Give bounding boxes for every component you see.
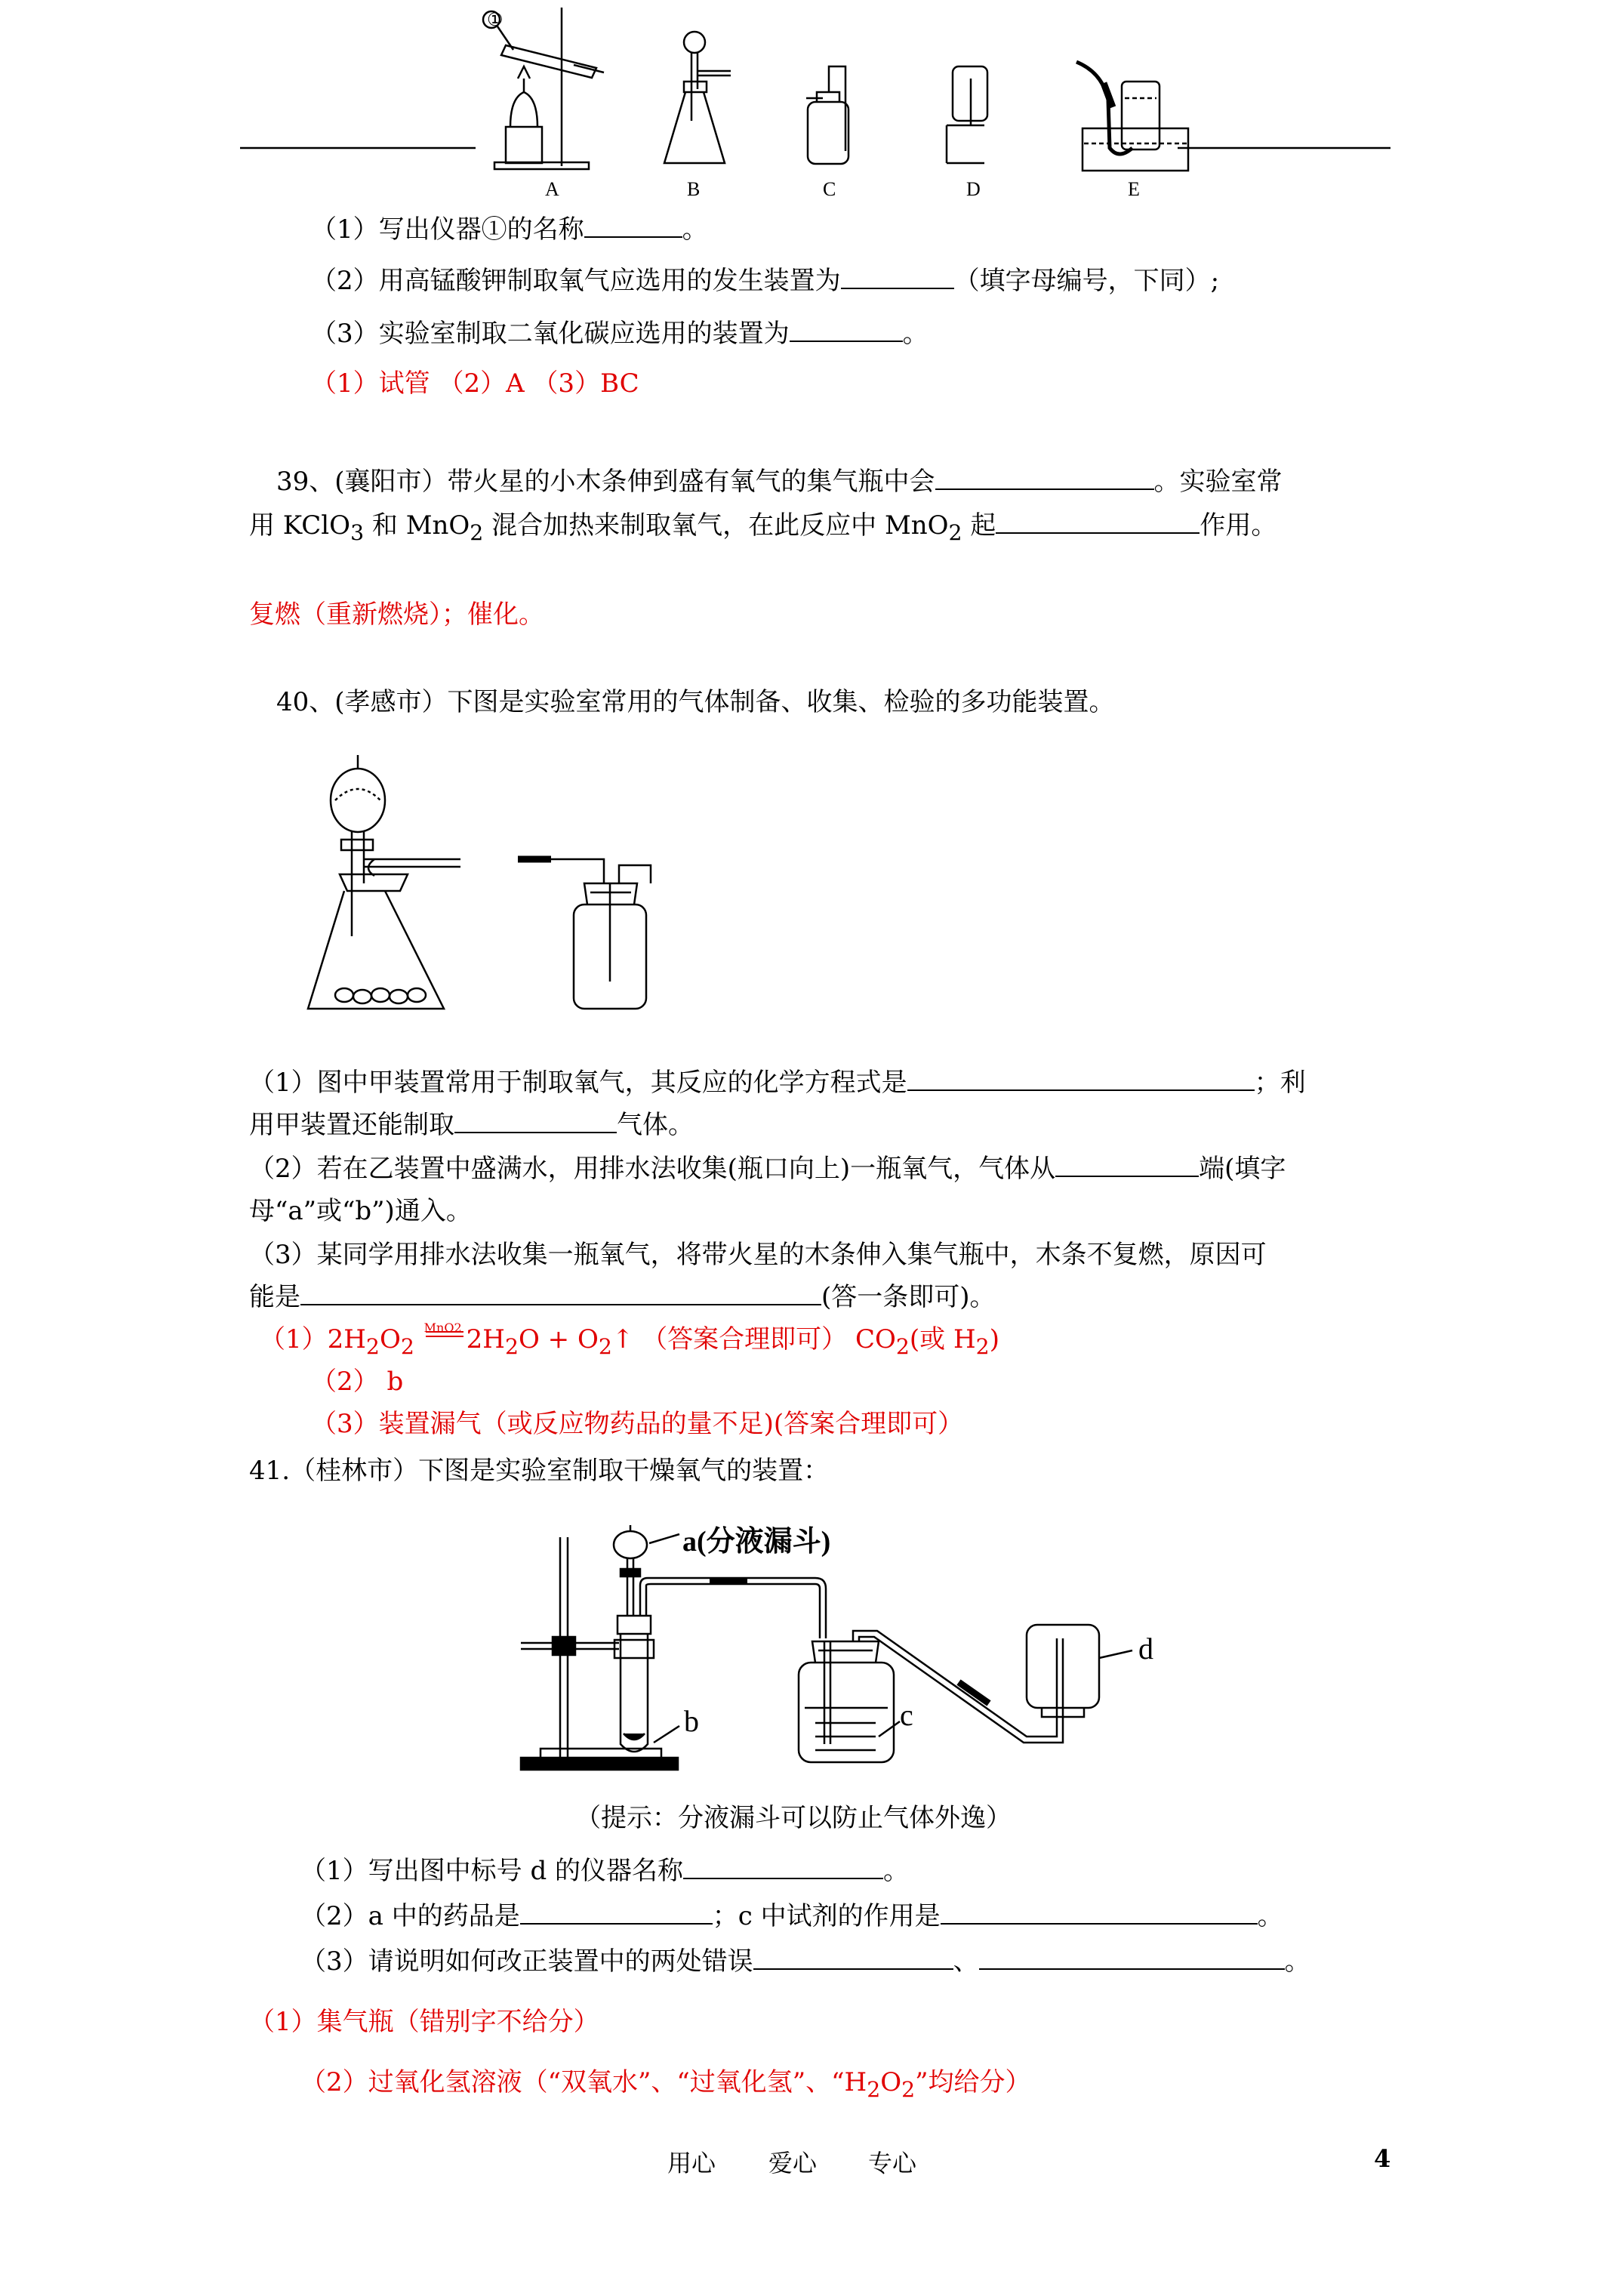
q38-answer: （1）试管 （2）A （3）BC (311, 368, 639, 399)
q39-line2: 用 KClO$_3$ 和 MnO$_2$ 混合加热来制取氧气，在此反应中 MnO$_2$ 起 作用。 (249, 510, 1277, 545)
q40-part3-line2: 能是 (答一条即可)。 (249, 1282, 996, 1312)
q39-answer: 复燃（重新燃烧）；催化。 (249, 599, 544, 630)
q41-part3: （3）请说明如何改正装置中的两处错误 、 。 (300, 1946, 1310, 1977)
q41-intro: 41.（桂林市）下图是实验室制取干燥氧气的装置： (249, 1456, 830, 1486)
q39-line1: 39、(襄阳市）带火星的小木条伸到盛有氧气的集气瓶中会 。实验室常 (276, 467, 1283, 497)
fig-label-c: c (900, 1698, 913, 1732)
fig-label-a: a(分液漏斗) (682, 1526, 831, 1558)
label-a: A (545, 178, 559, 200)
footer-left: 用心 (667, 2149, 716, 2177)
q40-part1-line1: （1）图中甲装置常用于制取氧气，其反应的化学方程式是 ；利 (249, 1068, 1306, 1098)
q40-intro: 40、(孝感市）下图是实验室常用的气体制备、收集、检验的多功能装置。 (276, 687, 1115, 717)
footer-right: 专心 (868, 2149, 917, 2177)
fig-label-b: b (684, 1704, 699, 1738)
page-number: 4 (1374, 2144, 1391, 2173)
catalyst-label: MnO2 (423, 1321, 462, 1335)
marker-circled-one: ① (487, 11, 504, 30)
q38-part1: （1）写出仪器①的名称 。 (311, 214, 708, 245)
q40-part3-line1: （3）某同学用排水法收集一瓶氧气，将带火星的木条伸入集气瓶中，木条不复燃，原因可 (249, 1240, 1267, 1270)
footer-mid: 爱心 (768, 2149, 818, 2177)
q40-part1-line2: 用甲装置还能制取 气体。 (249, 1110, 694, 1140)
label-c: C (823, 178, 836, 200)
q41-answer-1: （1）集气瓶（错别字不给分） (249, 2007, 599, 2037)
q40-answer-1: $(1)2H_2O_2$ MnO2 $2H_2O$ + $O_2↑$ （答案合理即可） $CO_2$(或 $H_2$) (260, 1323, 999, 1364)
label-e: E (1128, 178, 1140, 200)
label-d: D (966, 178, 981, 200)
q40-part2-line1: （2）若在乙装置中盛满水，用排水法收集(瓶口向上)一瓶氧气，气体从 端(填字 (249, 1154, 1286, 1184)
q41-part1: （1）写出图中标号 d 的仪器名称 。 (300, 1856, 910, 1886)
q40-answer-3: （3）装置漏气（或反应物药品的量不足)(答案合理即可） (311, 1409, 964, 1439)
q38-part3: （3）实验室制取二氧化碳应选用的装置为 。 (311, 319, 929, 349)
q38-part2: （2）用高锰酸钾制取氧气应选用的发生装置为 （填字母编号，下同）; (311, 266, 1220, 296)
label-b: B (687, 178, 701, 200)
q41-answer-2: （2）过氧化氢溶液（“双氧水”、“过氧化氢”、“$H_2O_2$”均给分） (300, 2067, 1031, 2102)
q40-answer-2: （2） b (311, 1367, 404, 1397)
q41-hint: （提示：分液漏斗可以防止气体外逸） (575, 1803, 1012, 1833)
q40-part2-line2: 母“a”或“b”)通入。 (249, 1196, 472, 1226)
q41-part2: （2）a 中的药品是 ；c 中试剂的作用是 。 (300, 1901, 1283, 1931)
fig-label-d: d (1138, 1632, 1153, 1666)
